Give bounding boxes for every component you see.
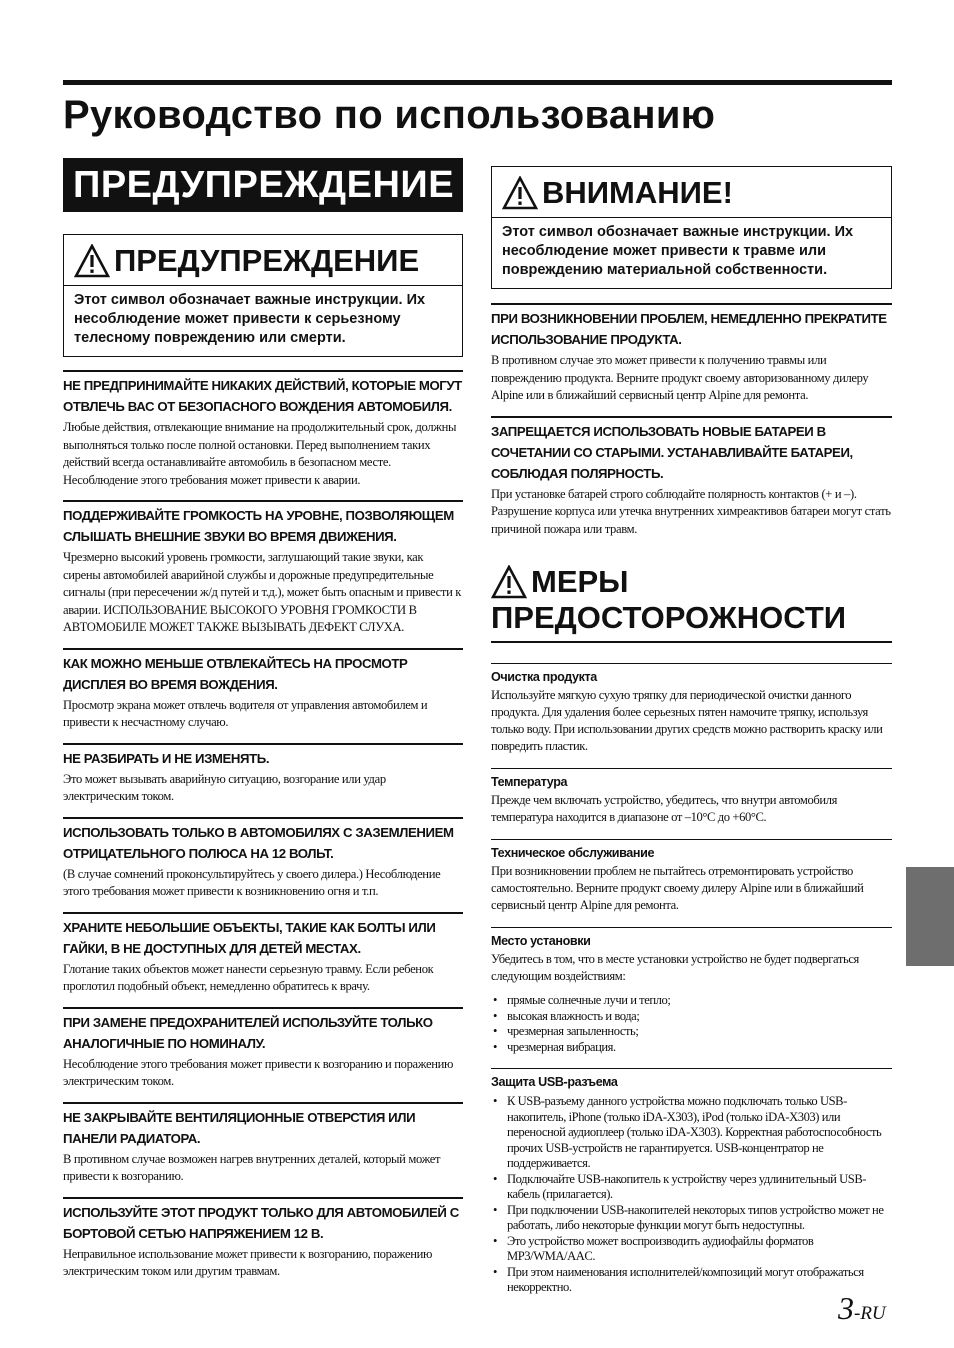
usb-list [491, 1094, 892, 1296]
precautions-heading-line1: МЕРЫ [531, 564, 629, 599]
list-item: • Это устройство может воспроизводить аудиофайлы форматов MP3/WMA/AAC. [491, 1234, 892, 1265]
caution-item [491, 303, 892, 405]
warning-triangle-icon [74, 244, 110, 278]
warning-item-title: НЕ ЗАКРЫВАЙТЕ ВЕНТИЛЯЦИОННЫЕ ОТВЕРСТИЯ ИЛИ ПАНЕЛИ РАДИАТОРА. [63, 1109, 416, 1146]
section-body: Используйте мягкую сухую тряпку для периодической очистки данного продукта. Для удаления более серьезных пятен намочите тряпку, используя только воду. При использовании других средств можно растворить краску или повредить пластик. [491, 688, 883, 753]
section-title: Температура [491, 775, 568, 789]
warning-item [63, 1102, 463, 1186]
warning-item [63, 1007, 463, 1091]
warning-box-header [64, 235, 462, 286]
section-body: Прежде чем включать устройство, убедитесь, что внутри автомобиля температура находится в диапазоне от –10°C до +60°C. [491, 793, 837, 824]
caution-item-body: При установке батарей строго соблюдайте полярность контактов (+ и –). Разрушение корпуса или утечка внутренних химреактивов батареи могут стать причиной пожара или травм. [491, 486, 891, 536]
right-column [491, 158, 892, 1296]
warning-item-body: Это может вызывать аварийную ситуацию, возгорание или удар электрическим током. [63, 771, 386, 803]
section-title: Место установки [491, 934, 591, 948]
warning-item-body: Глотание таких объектов может нанести серьезную травму. Если ребенок проглотил подобный объект, немедленно обратитесь к врачу. [63, 961, 434, 993]
caution-box [491, 166, 892, 289]
page-title: Руководство по использованию [63, 93, 716, 137]
precautions-heading-line2: ПРЕДОСТОРОЖНОСТИ [491, 600, 847, 635]
warning-item-body: Чрезмерно высокий уровень громкости, заглушающий такие звуки, как сирены автомобилей аварийной службы и дорожные предупредительные сигналы (при пересечении ж/д путей и т.д.), может быть опасным и привести к аварии. ИСПОЛЬЗОВАНИЕ ВЫСОКОГО УРОВНЯ ГРОМКОСТИ В АВТОМОБИЛЕ МОЖЕТ ТАКЖЕ ВЫЗЫВАТЬ ДЕФЕКТ СЛУХА. [63, 550, 462, 634]
warning-item-title: НЕ ПРЕДПРИНИМАЙТЕ НИКАКИХ ДЕЙСТВИЙ, КОТОРЫЕ МОГУТ ОТВЛЕЧЬ ВАС ОТ БЕЗОПАСНОГО ВОЖДЕНИЯ АВТОМОБИЛЯ. [63, 378, 462, 414]
section-body: Убедитесь в том, что в месте установки устройство не будет подвергаться следующим воздействиям: [491, 952, 859, 983]
install-list [491, 993, 892, 1055]
list-item: • чрезмерная запыленность; [491, 1024, 892, 1040]
warning-box-text: Этот символ обозначает важные инструкции. Их несоблюдение может привести к серьезному телесному повреждению или смерти. [74, 292, 426, 346]
warning-item [63, 500, 463, 637]
caution-item-body: В противном случае это может привести к получению травмы или повреждению продукта. Верните продукт своему авторизованному дилеру Alpine или в ближайший сервисный центр Alpine для ремонта. [491, 353, 869, 402]
caution-item-title: ЗАПРЕЩАЕТСЯ ИСПОЛЬЗОВАТЬ НОВЫЕ БАТАРЕИ В СОЧЕТАНИИ СО СТАРЫМИ. УСТАНАВЛИВАЙТЕ БАТАРЕИ, СОБЛЮДАЯ ПОЛЯРНОСТЬ. [491, 423, 853, 481]
precaution-section [491, 768, 892, 826]
list-item: • чрезмерная вибрация. [491, 1040, 892, 1056]
side-tab [906, 867, 954, 966]
warning-item [63, 1197, 463, 1281]
usb-section [491, 1068, 892, 1296]
list-item: • При подключении USB-накопителей некоторых типов устройство может не работать, либо некоторые функции могут быть недоступны. [491, 1203, 892, 1234]
section-title: Защита USB-разъема [491, 1075, 618, 1089]
caution-item [491, 416, 892, 539]
list-item: • При этом наименования исполнителей/композиций могут отображаться некорректно. [491, 1265, 892, 1296]
warning-item-body: Просмотр экрана может отвлечь водителя от управления автомобилем и привести к несчастному случаю. [63, 697, 428, 729]
precautions-heading [491, 564, 892, 600]
page-number [838, 1290, 886, 1327]
warning-item-title: ИСПОЛЬЗУЙТЕ ЭТОТ ПРОДУКТ ТОЛЬКО ДЛЯ АВТОМОБИЛЕЙ С БОРТОВОЙ СЕТЬЮ НАПРЯЖЕНИЕМ 12 В. [63, 1204, 459, 1241]
warning-banner: ПРЕДУПРЕЖДЕНИЕ [63, 158, 463, 212]
warning-item [63, 648, 463, 732]
warning-item-body: Любые действия, отвлекающие внимание на продолжительный срок, должны выполняться только после полной остановки. Перед выполнением таких действий всегда останавливайте автомобиль в безопасном месте. Несоблюдение этого требования может привести к аварии. [63, 420, 457, 487]
warning-box-title: ПРЕДУПРЕЖДЕНИЕ [114, 243, 420, 278]
warning-triangle-icon [502, 176, 538, 210]
section-body: При возникновении проблем не пытайтесь отремонтировать устройство самостоятельно. Верните продукт своему дилеру Alpine или в ближайший сервисный центр Alpine для ремонта. [491, 864, 864, 912]
caution-item-title: ПРИ ВОЗНИКНОВЕНИИ ПРОБЛЕМ, НЕМЕДЛЕННО ПРЕКРАТИТЕ ИСПОЛЬЗОВАНИЕ ПРОДУКТА. [491, 311, 887, 347]
list-item: • Подключайте USB-накопитель к устройству через удлинительный USB-кабель (прилагается). [491, 1172, 892, 1203]
warning-item [63, 912, 463, 996]
warning-triangle-icon [491, 565, 527, 599]
warning-item-body: Несоблюдение этого требования может привести к возгоранию и поражению электрическим током. [63, 1056, 454, 1088]
warning-item-title: ИСПОЛЬЗОВАТЬ ТОЛЬКО В АВТОМОБИЛЯХ С ЗАЗЕМЛЕНИЕМ ОТРИЦАТЕЛЬНОГО ПОЛЮСА НА 12 ВОЛЬТ. [63, 824, 454, 861]
warning-item-title: ХРАНИТЕ НЕБОЛЬШИЕ ОБЪЕКТЫ, ТАКИЕ КАК БОЛТЫ ИЛИ ГАЙКИ, В НЕ ДОСТУПНЫХ ДЛЯ ДЕТЕЙ МЕСТАХ. [63, 919, 436, 956]
caution-box-header [492, 167, 891, 218]
warning-item-body: (В случае сомнений проконсультируйтесь у своего дилера.) Несоблюдение этого требования может привести к возникновению огня и т.п. [63, 866, 441, 898]
precaution-section [491, 663, 892, 755]
warning-item-title: НЕ РАЗБИРАТЬ И НЕ ИЗМЕНЯТЬ. [63, 750, 270, 766]
warning-box [63, 234, 463, 357]
warning-item-body: Неправильное использование может привести к возгоранию, поражению электрическим током или другим травмам. [63, 1246, 433, 1278]
warning-item [63, 817, 463, 901]
warning-item-title: ПРИ ЗАМЕНЕ ПРЕДОХРАНИТЕЛЕЙ ИСПОЛЬЗУЙТЕ ТОЛЬКО АНАЛОГИЧНЫЕ ПО НОМИНАЛУ. [63, 1014, 433, 1051]
warning-item [63, 743, 463, 806]
list-item: • высокая влажность и вода; [491, 1009, 892, 1025]
section-title: Техническое обслуживание [491, 846, 655, 860]
page-number-value: 3 [838, 1290, 854, 1326]
precaution-section [491, 839, 892, 914]
precautions-heading-second [491, 600, 892, 636]
top-rule [63, 80, 892, 85]
caution-box-text: Этот символ обозначает важные инструкции. Их несоблюдение может привести к травме или повреждению материальной собственности. [502, 224, 854, 278]
warning-item-title: ПОДДЕРЖИВАЙТЕ ГРОМКОСТЬ НА УРОВНЕ, ПОЗВОЛЯЮЩЕМ СЛЫШАТЬ ВНЕШНИЕ ЗВУКИ ВО ВРЕМЯ ДВИЖЕНИЯ. [63, 508, 454, 544]
page-number-suffix: -RU [854, 1303, 886, 1324]
left-column [63, 158, 463, 1281]
install-section [491, 927, 892, 1055]
precautions-rule [491, 641, 892, 643]
list-item: • прямые солнечные лучи и тепло; [491, 993, 892, 1009]
caution-box-title: ВНИМАНИЕ! [542, 175, 733, 210]
section-title: Очистка продукта [491, 670, 597, 684]
warning-item [63, 370, 463, 489]
warning-item-title: КАК МОЖНО МЕНЬШЕ ОТВЛЕКАЙТЕСЬ НА ПРОСМОТР ДИСПЛЕЯ ВО ВРЕМЯ ВОЖДЕНИЯ. [63, 655, 408, 692]
list-item: • К USB-разъему данного устройства можно подключать только USB-накопитель, iPhone (только iDA-X303), iPod (только iDA-X303) или переносной аудиоплеер (только iDA-X303). Корректная работоспособность прочих USB-устройств не гарантируется. USB-концентратор не поддерживается. [491, 1094, 892, 1172]
warning-item-body: В противном случае возможен нагрев внутренних деталей, который может привести к возгоранию. [63, 1151, 441, 1183]
